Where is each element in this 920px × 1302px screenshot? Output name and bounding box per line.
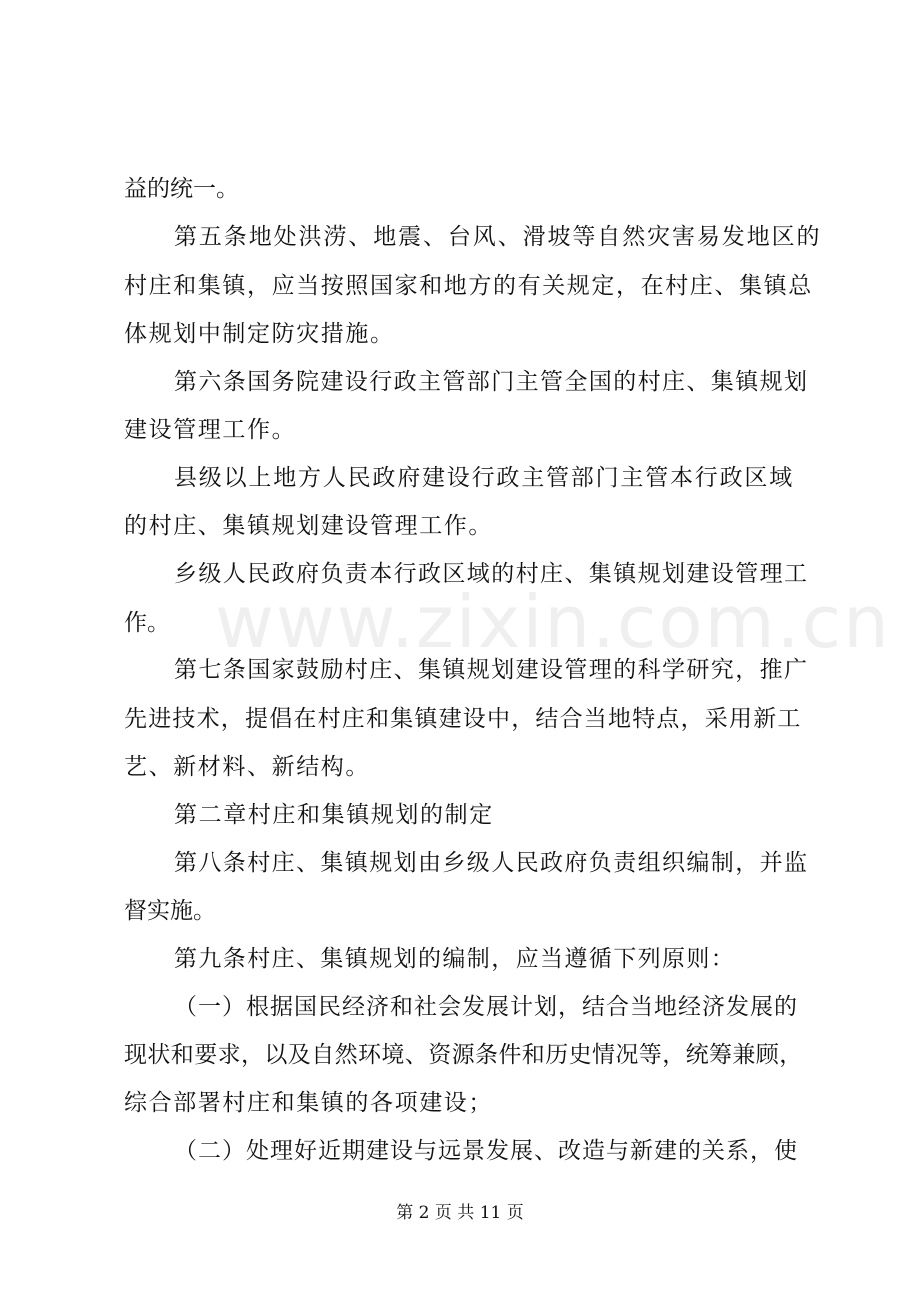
text-line: 第五条地处洪涝、地震、台风、滑坡等自然灾害易发地区的 [174,224,822,250]
text-line: 先进技术，提倡在村庄和集镇建设中，结合当地特点，采用新工 [124,706,802,732]
text-line: 综合部署村庄和集镇的各项建设； [124,1090,493,1116]
text-line: 第六条国务院建设行政主管部门主管全国的村庄、集镇规划 [174,369,809,395]
text-line: 督实施。 [124,898,216,924]
text-line: 第八条村庄、集镇规划由乡级人民政府负责组织编制，并监 [174,850,809,876]
text-line: 益的统一。 [124,176,239,202]
text-line: 现状和要求，以及自然环境、资源条件和历史情况等，统筹兼顾， [124,1042,803,1068]
text-line: 体规划中制定防灾措施。 [124,321,395,347]
text-line: 第七条国家鼓励村庄、集镇规划建设管理的科学研究，推广 [174,657,809,683]
watermark: www.zixin.com.cn [215,580,891,664]
text-line: 作。 [124,610,170,636]
text-line: 建设管理工作。 [124,417,297,443]
page-footer: 第 2 页 共 11 页 [396,1203,524,1223]
text-line: 乡级人民政府负责本行政区域的村庄、集镇规划建设管理工 [174,561,809,587]
text-line: 的村庄、集镇规划建设管理工作。 [124,513,493,539]
text-line: （二）处理好近期建设与远景发展、改造与新建的关系，使 [174,1138,798,1164]
text-line: （一）根据国民经济和社会发展计划，结合当地经济发展的 [174,994,798,1020]
text-line: 艺、新材料、新结构。 [124,754,370,780]
text-line: 第九条村庄、集镇规划的编制，应当遵循下列原则： [174,946,736,972]
text-line: 村庄和集镇，应当按照国家和地方的有关规定，在村庄、集镇总 [124,273,813,299]
text-line: 县级以上地方人民政府建设行政主管部门主管本行政区域 [174,465,794,491]
chapter-heading: 第二章村庄和集镇规划的制定 [174,802,494,828]
